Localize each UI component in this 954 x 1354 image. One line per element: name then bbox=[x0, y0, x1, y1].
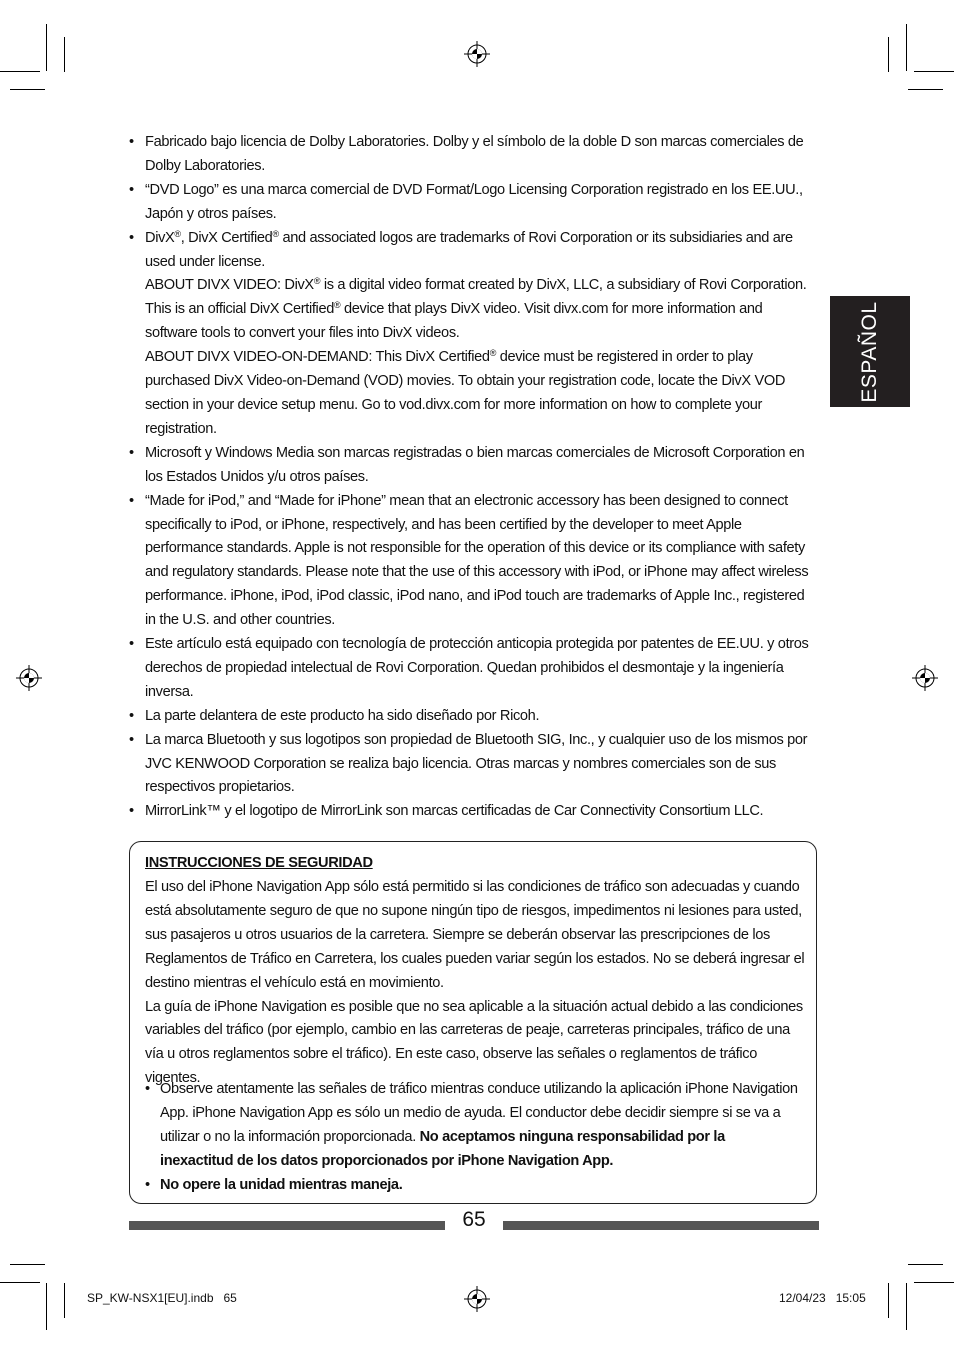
divx-video-notice bbox=[145, 274, 817, 346]
list-item-dvd bbox=[145, 179, 817, 227]
safety-paragraph: El uso del iPhone Navigation App sólo está permitido si las condiciones de tráfico son adecuadas y cuando está absolutamente seguro de que no supone ningún tipo de riesgos, impedimentos ni lesiones para usted, sus pasajeros u otros usuarios de la carretera. Siempre se deberán observar las prescripciones de los Reglamentos de Tráfico en Carretera, los cuales pueden variar según los estados. No se deberá ingresar el destino mientras el vehículo está en movimiento. bbox=[145, 879, 805, 991]
list-item-microsoft bbox=[145, 442, 817, 490]
list-item-divx bbox=[145, 227, 817, 442]
language-tab bbox=[830, 296, 910, 407]
safety-bullet-item bbox=[160, 1078, 800, 1174]
text-run: Observe atentamente las señales de tráfico mientras conduce utilizando la aplicación iPhone Navigation App. iPhone Navigation App es sólo un medio de ayuda. El conductor debe decidir siempre si se va a utilizar o no la información proporcionada. bbox=[160, 1081, 798, 1145]
divx-vod-notice bbox=[145, 346, 817, 442]
safety-body bbox=[145, 876, 805, 1091]
text-run: device that plays DivX video. Visit divx.com for more information and software tools to convert your files into DivX videos. bbox=[145, 301, 763, 342]
bluetooth-notice: • La marca Bluetooth y sus logotipos son propiedad de Bluetooth SIG, Inc., y cualquier uso de los mismos por JVC KENWOOD Corporation se realiza bajo licencia. Otras marcas y nombres comerciales son de sus respectivos propietarios. bbox=[145, 731, 808, 796]
ricoh-notice: • La parte delantera de este producto ha sido diseñado por Ricoh. bbox=[145, 707, 540, 724]
apple-notice: • “Made for iPod,” and “Made for iPhone” mean that an electronic accessory has been designed to connect specifically to iPod, or iPhone, respectively, and has been certified by the developer to meet Apple performance standards. Apple is not responsible for the operation of this device or its compliance with safety and regulatory standards. Please note that the use of this accessory with iPod, or iPhone may affect wireless performance. iPhone, iPod, iPod classic, iPod nano, and iPod touch are trademarks of Apple Inc., registered in the U.S. and other countries. bbox=[145, 492, 809, 629]
registration-mark-icon bbox=[464, 1286, 490, 1312]
text-run: device must be registered in order to play purchased DivX Video-on-Demand (VOD) movies. To obtain your registration code, locate the DivX VOD section in your device setup menu. Go to vod.divx.com for more information on how to complete your registration. bbox=[145, 349, 786, 437]
list-item-bluetooth bbox=[145, 729, 817, 801]
text-run: DivX bbox=[145, 229, 175, 246]
dvd-notice: • “DVD Logo” es una marca comercial de DVD Format/Logo Licensing Corporation registrado en los EE.UU., Japón y otros países. bbox=[145, 181, 803, 222]
page-number: 65 bbox=[462, 1208, 486, 1231]
text-run: ABOUT DIVX VIDEO: DivX bbox=[145, 277, 314, 294]
divx-notice bbox=[145, 227, 817, 275]
footer-bar-right bbox=[503, 1221, 819, 1230]
registration-mark-icon bbox=[912, 665, 938, 691]
safety-instructions-box bbox=[129, 841, 817, 1204]
text-run: and associated logos are trademarks of Rovi Corporation or its subsidiaries and are used under license. bbox=[145, 229, 793, 270]
list-item-rovi bbox=[145, 633, 817, 705]
registration-mark-icon bbox=[16, 665, 42, 691]
list-item-apple bbox=[145, 490, 817, 633]
mirrorlink-notice: • MirrorLink™ y el logotipo de MirrorLink son marcas certificadas de Car Connectivity Consortium LLC. bbox=[145, 803, 764, 820]
list-item-mirrorlink bbox=[145, 800, 817, 824]
text-run: ABOUT DIVX VIDEO-ON-DEMAND: This DivX Certified bbox=[145, 349, 490, 366]
registration-mark-icon bbox=[464, 41, 490, 67]
file-slug: SP_KW-NSX1[EU].indb 65 bbox=[87, 1291, 237, 1305]
text-run: , DivX Certified bbox=[180, 229, 273, 246]
microsoft-notice: • Microsoft y Windows Media son marcas registradas o bien marcas comerciales de Microsoft Corporation en los Estados Unidos y/u otros países. bbox=[145, 444, 805, 485]
language-tab-label: ESPAÑOL bbox=[858, 300, 881, 403]
trademark-notices-list bbox=[145, 131, 817, 824]
safety-heading: INSTRUCCIONES DE SEGURIDAD bbox=[145, 855, 373, 871]
dolby-notice: • Fabricado bajo licencia de Dolby Laboratories. Dolby y el símbolo de la doble D son marcas comerciales de Dolby Laboratories. bbox=[145, 134, 804, 174]
registered-mark: ® bbox=[272, 228, 279, 239]
list-item-dolby bbox=[145, 131, 817, 179]
safety-paragraph: La guía de iPhone Navigation es posible que no sea aplicable a la situación actual debido a las condiciones variables del tráfico (por ejemplo, cambio en las carreteras de peaje, carreteras principales, tráfico de una vía u otros reglamentos sobre el tráfico). En este caso, observe las señales o reglamentos de tráfico vigentes. bbox=[145, 998, 803, 1087]
registered-mark: ® bbox=[174, 228, 181, 239]
registered-mark: ® bbox=[313, 276, 321, 287]
registered-mark: ® bbox=[333, 300, 341, 311]
text-run: is a digital video format created by DivX, LLC, a subsidiary of Rovi Corporation. This is an official DivX Certified bbox=[145, 277, 807, 318]
bold-warning: No aceptamos ninguna responsabilidad por la inexactitud de los datos proporcionados por iPhone Navigation App. bbox=[160, 1128, 725, 1169]
registered-mark: ® bbox=[489, 348, 496, 359]
date-slug: 12/04/23 15:05 bbox=[779, 1291, 866, 1305]
list-item-ricoh bbox=[145, 705, 817, 729]
safety-bullets bbox=[160, 1078, 800, 1198]
footer-bar-left bbox=[129, 1221, 445, 1230]
bold-warning: No opere la unidad mientras maneja. bbox=[160, 1176, 403, 1193]
safety-bullet-item bbox=[160, 1174, 800, 1198]
rovi-notice: • Este artículo está equipado con tecnología de protección anticopia protegida por patentes de EE.UU. y otros derechos de propiedad intelectual de Rovi Corporation. Quedan prohibidos el desmontaje y la ingeniería inversa. bbox=[145, 636, 809, 700]
